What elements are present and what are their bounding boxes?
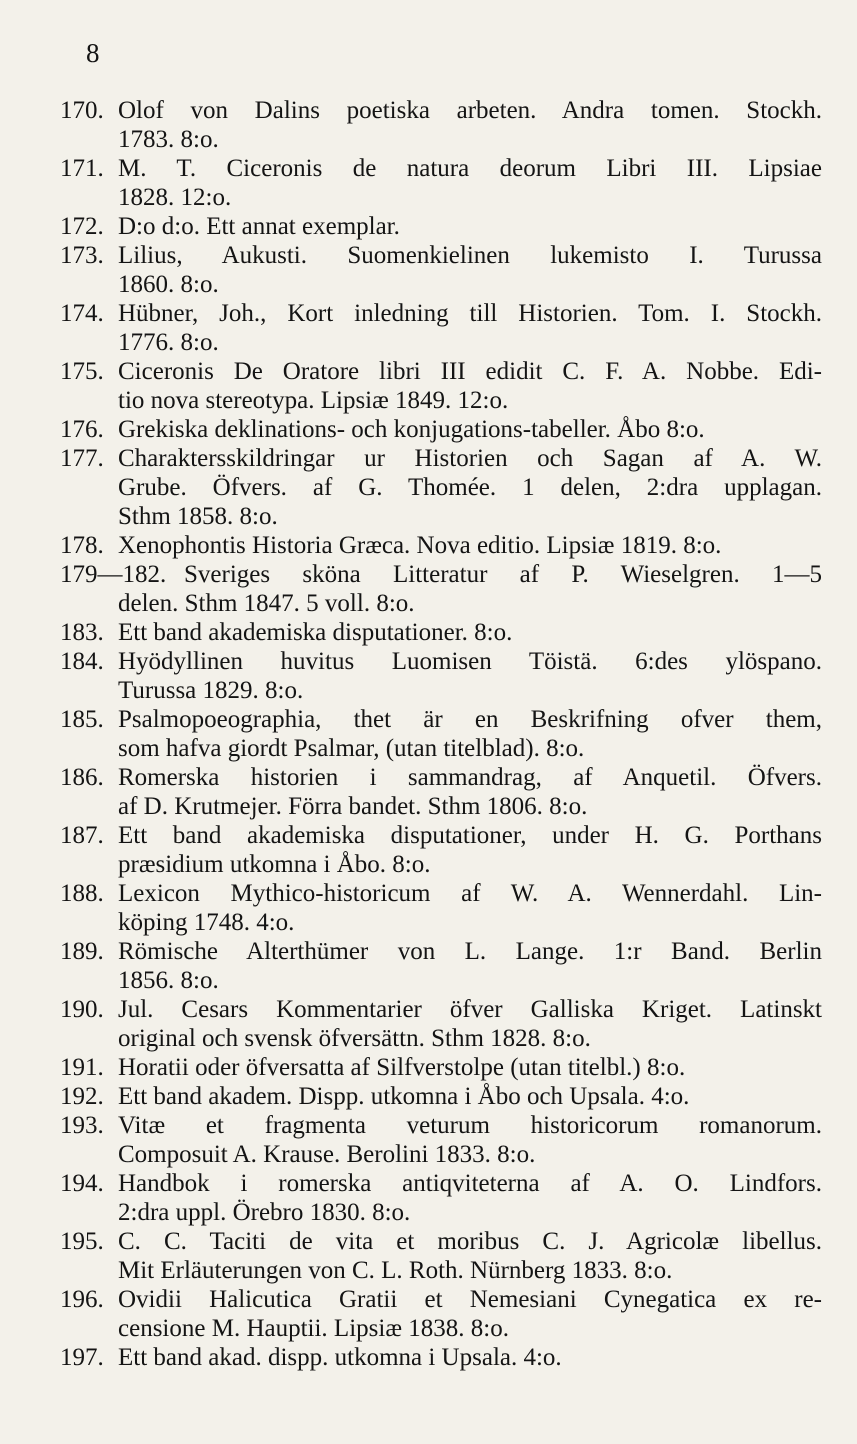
entry-text-line: som hafva giordt Psalmar, (utan titelblad). 8:o.	[118, 735, 585, 762]
entry-number: 185.	[60, 706, 104, 733]
entry-text-line: Grekiska deklinations- och konjugations-tabeller. Åbo 8:o.	[118, 416, 705, 443]
entry-text-line: Ett band akadem. Dispp. utkomna i Åbo och Upsala. 4:o.	[118, 1083, 690, 1110]
catalog-entry	[60, 937, 822, 995]
entry-text-line: Hübner, Joh., Kort inledning till Historien. Tom. I. Stockh.	[118, 300, 822, 327]
entry-text-line: Mit Erläuterungen von C. L. Roth. Nürnberg 1833. 8:o.	[118, 1257, 673, 1284]
catalog-entry	[60, 444, 822, 531]
catalog-entry	[60, 1227, 822, 1285]
entry-number: 170.	[60, 97, 104, 124]
entry-text-line: delen. Sthm 1847. 5 voll. 8:o.	[118, 590, 415, 617]
catalog-entry	[60, 241, 822, 299]
entry-number: 176.	[60, 416, 104, 443]
entry-text-line: Römische Alterthümer von L. Lange. 1:r Band. Berlin	[118, 938, 822, 965]
catalog-entry	[60, 1111, 822, 1169]
catalog-entry	[60, 1285, 822, 1343]
catalog-entry	[60, 560, 822, 618]
entry-number: 194.	[60, 1170, 104, 1197]
entry-text-line: Olof von Dalins poetiska arbeten. Andra tomen. Stockh.	[118, 97, 822, 124]
entry-number: 186.	[60, 764, 104, 791]
entry-number: 193.	[60, 1112, 104, 1139]
entry-text-line: D:o d:o. Ett annat exemplar.	[118, 213, 400, 240]
entry-text-line: Composuit A. Krause. Berolini 1833. 8:o.	[118, 1141, 536, 1168]
entry-number: 177.	[60, 445, 104, 472]
catalog-entry	[60, 1053, 822, 1082]
catalog-entry	[60, 647, 822, 705]
catalog-entry	[60, 531, 822, 560]
entry-text-line: Hyödyllinen huvitus Luomisen Töistä. 6:des ylöspano.	[118, 648, 822, 675]
entry-text-line: 1783. 8:o.	[118, 126, 219, 153]
entry-number: 172.	[60, 213, 104, 240]
entry-text-line: tio nova stereotypa. Lipsiæ 1849. 12:o.	[118, 387, 509, 414]
entry-number: 184.	[60, 648, 104, 675]
entry-number: 179—182.	[60, 561, 167, 588]
entry-text-line: 2:dra uppl. Örebro 1830. 8:o.	[118, 1199, 411, 1226]
entry-text-line: Ovidii Halicutica Gratii et Nemesiani Cynegatica ex re-	[118, 1286, 822, 1313]
entry-text-line: Handbok i romerska antiqviteterna af A. O. Lindfors.	[118, 1170, 822, 1197]
catalog-entry	[60, 995, 822, 1053]
entry-text-line: köping 1748. 4:o.	[118, 909, 295, 936]
catalog-entry	[60, 299, 822, 357]
entry-text-line: 1776. 8:o.	[118, 329, 219, 356]
entry-number: 174.	[60, 300, 104, 327]
entry-text-line: 1860. 8:o.	[118, 271, 219, 298]
entry-number: 188.	[60, 880, 104, 907]
catalog-entry	[60, 212, 822, 241]
entry-number: 187.	[60, 822, 104, 849]
entry-number: 171.	[60, 155, 104, 182]
entry-number: 175.	[60, 358, 104, 385]
catalog-entry	[60, 154, 822, 212]
entry-text-line: C. C. Taciti de vita et moribus C. J. Agricolæ libellus.	[118, 1228, 822, 1255]
entry-text-line: Lexicon Mythico-historicum af W. A. Wennerdahl. Lin-	[118, 880, 822, 907]
entry-text-line: Ett band akad. dispp. utkomna i Upsala. 4:o.	[118, 1344, 562, 1371]
entry-text-line: præsidium utkomna i Åbo. 8:o.	[118, 851, 431, 878]
catalog-entry	[60, 879, 822, 937]
entry-text-line: censione M. Hauptii. Lipsiæ 1838. 8:o.	[118, 1315, 509, 1342]
entry-text-line: Lilius, Aukusti. Suomenkielinen lukemisto I. Turussa	[118, 242, 822, 269]
entry-text-line: Jul. Cesars Kommentarier öfver Galliska Kriget. Latinskt	[118, 996, 822, 1023]
catalog-entry	[60, 821, 822, 879]
catalog-entry	[60, 357, 822, 415]
entry-text-line: 1828. 12:o.	[118, 184, 232, 211]
catalog-entry	[60, 618, 822, 647]
entry-text-line: original och svensk öfversättn. Sthm 1828. 8:o.	[118, 1025, 591, 1052]
entry-text-line: Grube. Öfvers. af G. Thomée. 1 delen, 2:dra upplagan.	[118, 474, 822, 501]
catalog-entry	[60, 415, 822, 444]
entry-text-line: M. T. Ciceronis de natura deorum Libri III. Lipsiae	[118, 155, 822, 182]
entry-number: 190.	[60, 996, 104, 1023]
entry-number: 192.	[60, 1083, 104, 1110]
entry-text-line: Turussa 1829. 8:o.	[118, 677, 304, 704]
catalog-list	[60, 96, 822, 1372]
catalog-entry	[60, 705, 822, 763]
entry-text-line: Vitæ et fragmenta veturum historicorum romanorum.	[118, 1112, 822, 1139]
entry-text-line: Psalmopoeographia, thet är en Beskrifning ofver them,	[118, 706, 822, 733]
entry-number: 183.	[60, 619, 104, 646]
entry-text-line: af D. Krutmejer. Förra bandet. Sthm 1806. 8:o.	[118, 793, 588, 820]
entry-number: 189.	[60, 938, 104, 965]
catalog-entry	[60, 1343, 822, 1372]
entry-text-line: Xenophontis Historia Græca. Nova editio. Lipsiæ 1819. 8:o.	[118, 532, 722, 559]
entry-text-line: Ett band akademiska disputationer. 8:o.	[118, 619, 513, 646]
page-number: 8	[86, 38, 100, 68]
entry-text-line: Horatii oder öfversatta af Silfverstolpe (utan titelbl.) 8:o.	[118, 1054, 686, 1081]
entry-text-line: Romerska historien i sammandrag, af Anquetil. Öfvers.	[118, 764, 822, 791]
entry-text-line: Ciceronis De Oratore libri III edidit C. F. A. Nobbe. Edi-	[118, 358, 822, 385]
entry-number: 173.	[60, 242, 104, 269]
entry-number: 195.	[60, 1228, 104, 1255]
entry-text-line: Charaktersskildringar ur Historien och Sagan af A. W.	[118, 445, 822, 472]
catalog-entry	[60, 763, 822, 821]
entry-number: 196.	[60, 1286, 104, 1313]
entry-text-line: Sveriges sköna Litteratur af P. Wieselgren. 1—5	[184, 561, 822, 588]
entry-number: 178.	[60, 532, 104, 559]
entry-text-line: 1856. 8:o.	[118, 967, 219, 994]
entry-number: 191.	[60, 1054, 104, 1081]
entry-text-line: Sthm 1858. 8:o.	[118, 503, 278, 530]
catalog-entry	[60, 1082, 822, 1111]
entry-text-line: Ett band akademiska disputationer, under H. G. Porthans	[118, 822, 822, 849]
catalog-entry	[60, 1169, 822, 1227]
catalog-entry	[60, 96, 822, 154]
entry-number: 197.	[60, 1344, 104, 1371]
